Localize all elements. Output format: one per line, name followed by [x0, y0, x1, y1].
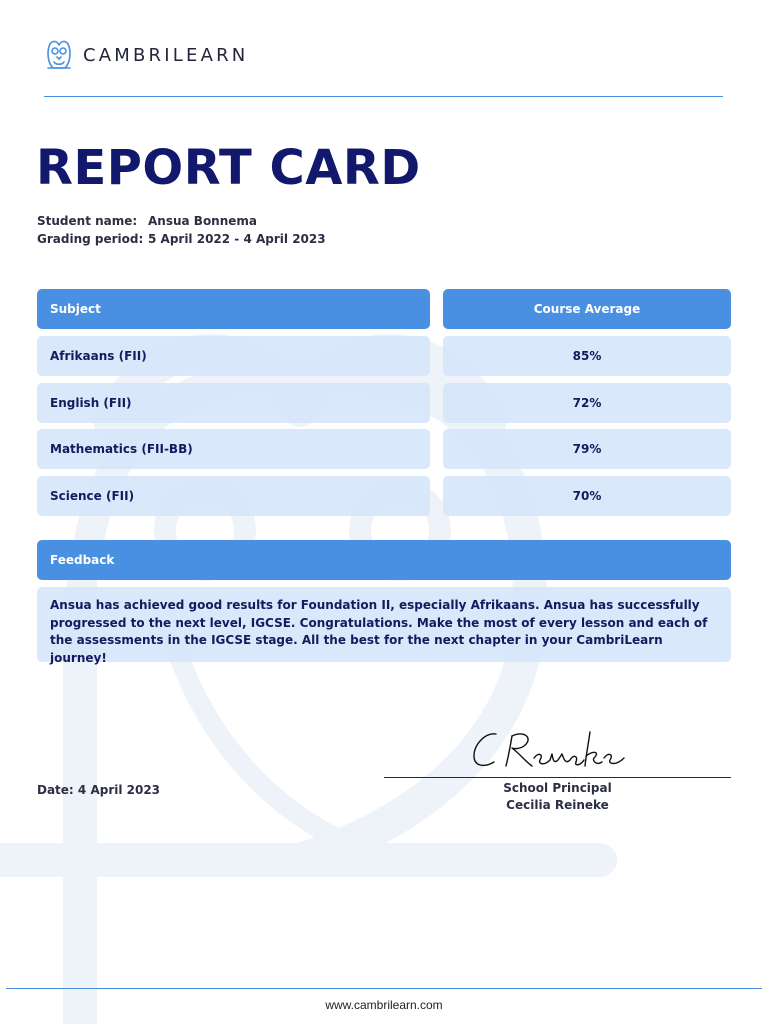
brand-logo — [45, 38, 248, 72]
table-header-average: Course Average — [443, 289, 731, 329]
issue-date: Date: 4 April 2023 — [37, 783, 161, 797]
table-row-average: 70% — [443, 476, 731, 516]
feedback-header: Feedback — [37, 540, 731, 580]
header-divider — [44, 96, 723, 97]
feedback-text: Ansua has achieved good results for Foundation II, especially Afrikaans. Ansua has successfully progressed to the next level, IGCSE. Congratulations. Make the most of every lesson and each of the assessments in the IGCSE stage. All the best for the next chapter in your CambriLearn journey! — [37, 587, 731, 662]
grading-period-label: Grading period: — [37, 232, 144, 246]
footer-divider — [6, 988, 762, 989]
table-row-average: 79% — [443, 429, 731, 469]
table-row-subject: Afrikaans (FII) — [37, 336, 430, 376]
signatory-name: Cecilia Reineke — [506, 798, 609, 812]
grading-period-value: 5 April 2022 - 4 April 2023 — [148, 232, 326, 246]
brand-name: CAMBRILEARN — [83, 44, 249, 66]
table-row-subject: Science (FII) — [37, 476, 430, 516]
table-row-subject: Mathematics (FII-BB) — [37, 429, 430, 469]
student-name-label: Student name: — [37, 214, 138, 228]
signatory-role: School Principal — [503, 781, 612, 795]
student-name-value: Ansua Bonnema — [148, 214, 258, 228]
table-header-subject: Subject — [37, 289, 430, 329]
table-row-average: 72% — [443, 383, 731, 423]
table-row-average: 85% — [443, 336, 731, 376]
table-row-subject: English (FII) — [37, 383, 430, 423]
page-title: REPORT CARD — [36, 140, 421, 196]
footer-url: www.cambrilearn.com — [325, 998, 443, 1012]
principal-signature — [468, 726, 658, 774]
signature-line — [384, 777, 731, 778]
owl-icon — [45, 38, 73, 72]
